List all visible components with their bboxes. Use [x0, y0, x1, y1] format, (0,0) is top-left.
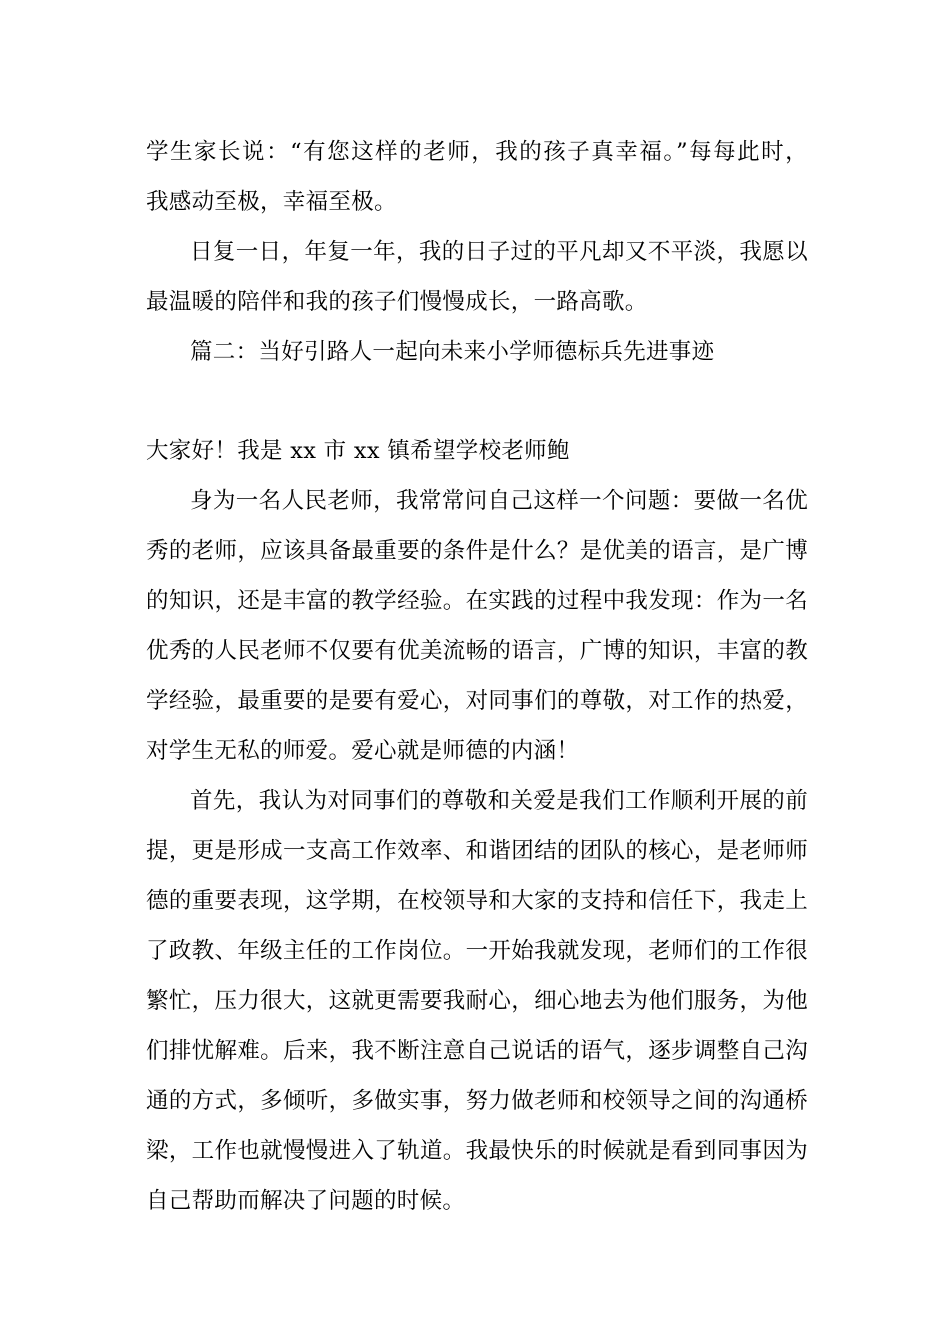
paragraph-line: 通的方式，多倾听，多做实事，努力做老师和校领导之间的沟通桥	[146, 1088, 808, 1114]
paragraph-line: 梁，工作也就慢慢进入了轨道。我最快乐的时候就是看到同事因为	[146, 1138, 808, 1164]
paragraph-line: 身为一名人民老师，我常常问自己这样一个问题：要做一名优	[190, 488, 808, 514]
paragraph-line: 优秀的人民老师不仅要有优美流畅的语言，广博的知识，丰富的教	[146, 638, 808, 664]
paragraph-line: 的知识，还是丰富的教学经验。在实践的过程中我发现：作为一名	[146, 588, 808, 614]
paragraph-line: 学生家长说：“有您这样的老师，我的孩子真幸福。”每每此时，	[146, 139, 808, 165]
paragraph-line: 我感动至极，幸福至极。	[146, 189, 397, 215]
paragraph-line: 自己帮助而解决了问题的时候。	[146, 1188, 466, 1214]
paragraph-line: 日复一日，年复一年，我的日子过的平凡却又不平淡，我愿以	[190, 239, 808, 265]
greeting-line: 大家好！我是 xx 市 xx 镇希望学校老师鲍	[146, 438, 570, 464]
paragraph-line: 最温暖的陪伴和我的孩子们慢慢成长，一路高歌。	[146, 289, 648, 315]
paragraph-line: 首先，我认为对同事们的尊敬和关爱是我们工作顺利开展的前	[190, 788, 808, 814]
paragraph-line: 繁忙，压力很大，这就更需要我耐心，细心地去为他们服务，为他	[146, 988, 808, 1014]
paragraph-line: 对学生无私的师爱。爱心就是师德的内涵！	[146, 738, 580, 764]
paragraph-line: 秀的老师，应该具备最重要的条件是什么？是优美的语言，是广博	[146, 538, 808, 564]
paragraph-line: 德的重要表现，这学期，在校领导和大家的支持和信任下，我走上	[146, 888, 808, 914]
section-heading: 篇二：当好引路人一起向未来小学师德标兵先进事迹	[190, 339, 715, 365]
paragraph-line: 了政教、年级主任的工作岗位。一开始我就发现，老师们的工作很	[146, 938, 808, 964]
paragraph-line: 提，更是形成一支高工作效率、和谐团结的团队的核心，是老师师	[146, 838, 808, 864]
paragraph-line: 学经验，最重要的是要有爱心，对同事们的尊敬，对工作的热爱，	[146, 688, 808, 714]
paragraph-line: 们排忧解难。后来，我不断注意自己说话的语气，逐步调整自己沟	[146, 1038, 808, 1064]
